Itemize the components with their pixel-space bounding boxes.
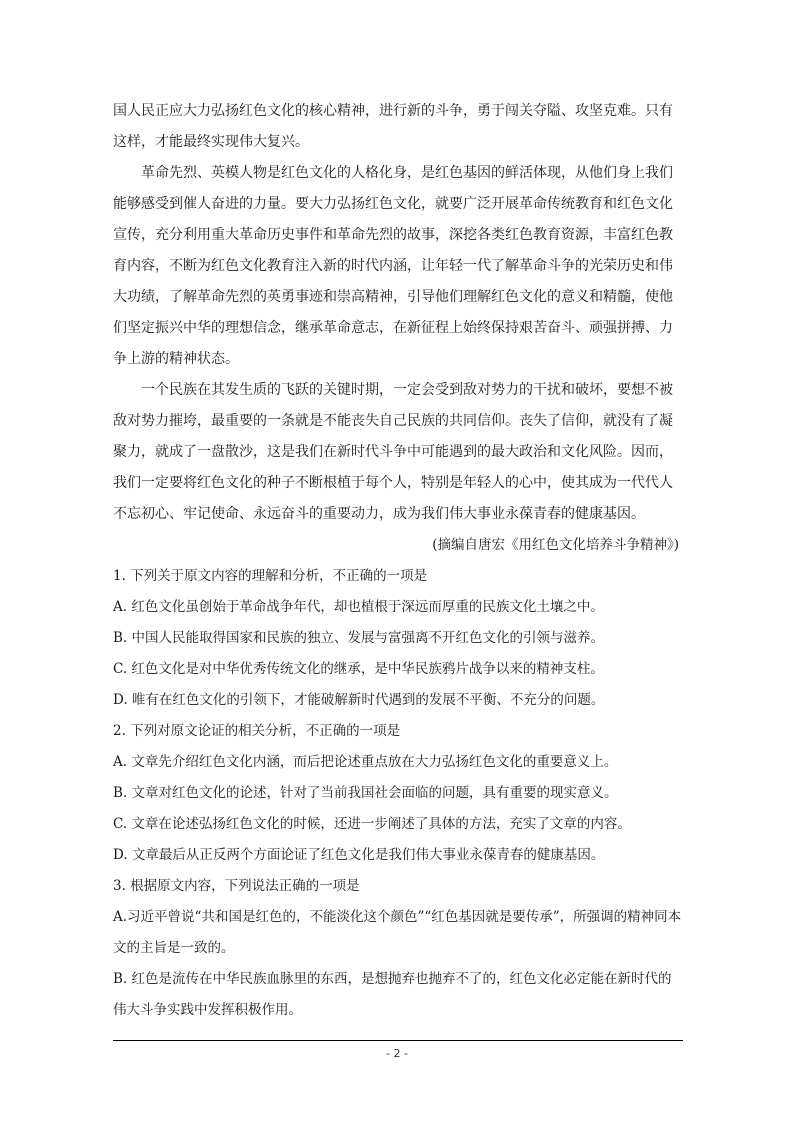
option-d: D. 文章最后从正反两个方面论证了红色文化是我们伟大事业永葆青春的健康基因。 — [113, 847, 605, 863]
option-b: B. 红色是流传在中华民族血脉里的东西，是想抛弃也抛弃不了的，红色文化必定能在新时代的伟大斗争实践中发挥积极作用。 — [113, 971, 672, 1018]
question-stem: 3. 根据原文内容，下列说法正确的一项是 — [113, 878, 360, 894]
option-a: A.习近平曾说“共和国是红色的，不能淡化这个颜色”“红色基因就是要传承”，所强调的精神同本文的主旨是一致的。 — [113, 909, 682, 956]
question-stem: 1. 下列关于原文内容的理解和分析，不正确的一项是 — [113, 568, 428, 584]
question-3 — [113, 871, 683, 1026]
question-stem: 2. 下列对原文论证的相关分析，不正确的一项是 — [113, 723, 401, 739]
option-c: C. 文章在论述弘扬红色文化的时候，还进一步阐述了具体的方法，充实了文章的内容。 — [113, 816, 631, 832]
option-b: B. 中国人民能取得国家和民族的独立、发展与富强离不开红色文化的引领与滋养。 — [113, 630, 605, 646]
source-citation: (摘编自唐宏《用红色文化培养斗争精神》) — [432, 537, 679, 553]
option-a: A. 文章先介绍红色文化内涵，而后把论述重点放在大力弘扬红色文化的重要意义上。 — [113, 754, 618, 770]
option-a: A. 红色文化虽创始于革命战争年代，却也植根于深远而厚重的民族文化土壤之中。 — [113, 599, 604, 615]
question-2 — [113, 716, 683, 871]
paragraph-red-culture-figures: 革命先烈、英模人物是红色文化的人格化身，是红色基因的鲜活体现，从他们身上我们能够感受到催人奋进的力量。要大力弘扬红色文化，就要广泛开展革命传统教育和红色文化宣传，充分利用重大革命历史事件和革命先烈的故事，深挖各类红色教育资源，丰富红色教育内容，不断为红色文化教育注入新的时代内涵，让年轻一代了解革命斗争的光荣历史和伟大功绩，了解革命先烈的英勇事迹和崇高精神，引导他们理解红色文化的意义和精髓，使他们坚定振兴中华的理想信念，继承革命意志，在新征程上始终保持艰苦奋斗、顽强拼搏、力争上游的精神状态。 — [113, 165, 673, 367]
footer-divider — [113, 1040, 683, 1041]
paragraph-continued: 国人民正应大力弘扬红色文化的核心精神，进行新的斗争，勇于闯关夺隘、攻坚克难。只有这样，才能最终实现伟大复兴。 — [113, 103, 673, 150]
option-c: C. 红色文化是对中华优秀传统文化的继承，是中华民族鸦片战争以来的精神支柱。 — [113, 661, 604, 677]
page-number: - 2 - — [386, 1047, 408, 1060]
option-d: D. 唯有在红色文化的引领下，才能破解新时代遇到的发展不平衡、不充分的问题。 — [113, 692, 605, 708]
document-body — [113, 96, 683, 1026]
question-1 — [113, 561, 683, 716]
option-b: B. 文章对红色文化的论述，针对了当前我国社会面临的问题，具有重要的现实意义。 — [113, 785, 618, 801]
paragraph-national-belief: 一个民族在其发生质的飞跃的关键时期，一定会受到敌对势力的干扰和破坏，要想不被敌对势力摧垮，最重要的一条就是不能丧失自己民族的共同信仰。丧失了信仰，就没有了凝聚力，就成了一盘散沙，这是我们在新时代斗争中可能遇到的最大政治和文化风险。因而，我们一定要将红色文化的种子不断根植于每个人，特别是年轻人的心中，使其成为一代代人不忘初心、牢记使命、永远奋斗的重要动力，成为我们伟大事业永葆青春的健康基因。 — [113, 382, 673, 522]
